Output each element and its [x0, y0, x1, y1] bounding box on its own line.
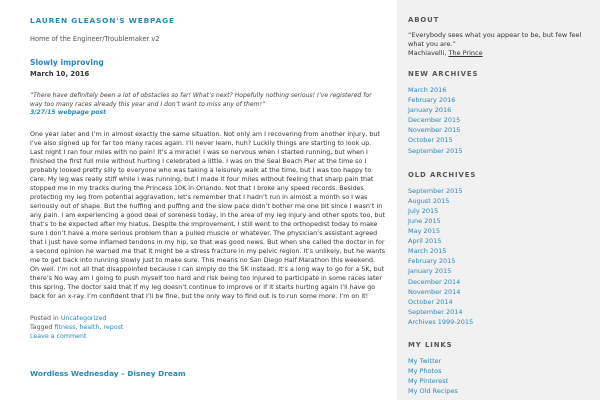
list-item: [408, 246, 592, 256]
list-item: [408, 196, 592, 206]
list-item: [408, 256, 592, 266]
quote-source-link[interactable]: 3/27/15 webpage post: [30, 109, 107, 116]
link-pinterest[interactable]: My Pinterest: [408, 377, 449, 386]
archive-link[interactable]: March 2015: [408, 247, 447, 256]
site-title[interactable]: LAUREN GLEASON'S WEBPAGE: [30, 16, 175, 25]
old-archives-heading: OLD ARCHIVES: [408, 170, 477, 179]
archive-link[interactable]: June 2015: [408, 216, 441, 225]
tag-separator: ,: [99, 324, 104, 331]
archive-link[interactable]: October 2014: [408, 297, 453, 306]
archive-link[interactable]: November 2015: [408, 126, 461, 135]
archive-link[interactable]: January 2016: [408, 106, 452, 115]
list-item: [408, 105, 592, 115]
list-item: [408, 95, 592, 105]
link-old-recipes[interactable]: My Old Recipes: [408, 387, 458, 396]
site-description: Home of the Engineer/Troublemaker v2: [30, 35, 160, 43]
about-author: Machiavelli,: [408, 49, 447, 57]
archive-link[interactable]: October 2015: [408, 136, 453, 145]
list-item: [408, 216, 592, 226]
list-item: [408, 135, 592, 145]
post-tags: [30, 323, 385, 332]
links-widget: [408, 341, 592, 396]
archive-link[interactable]: September 2015: [408, 146, 463, 155]
archive-link[interactable]: February 2015: [408, 257, 456, 266]
archive-link[interactable]: July 2015: [408, 206, 439, 215]
list-item: [408, 125, 592, 135]
list-item: [408, 146, 592, 156]
archive-link[interactable]: May 2015: [408, 227, 441, 236]
archive-link[interactable]: March 2016: [408, 86, 447, 94]
list-item: [408, 236, 592, 246]
post-body: One year later and I’m in almost exactly the same situation. Not only am I recovering from another injury, but I’ve also signed up for far too many races again. I’ll never learn, huh? Luckily things are starting to look up. Last night I ran four miles with no pain! It’s a miracle! I was so nervous when I started running, but when I finished the first full mile without hurting I celebrated a little. I was on the Seal Beach Pier at the time so I probably looked pretty silly to everyone who was taking a leisurely walk at the time, but I was too happy to care. My leg was really stiff while I was running, but I made it four miles without feeling that sharp pain that stopped me in my tracks during the Princess 10K in Orlando. Not that I broke any speed records. Besides protecting my leg from potential aggravation, let’s remember that I hadn’t run in almost a month so I was seriously out of shape. But the huffing and puffing and the slow pace didn’t bother me one bit since I wasn’t in any pain. I am experiencing a good deal of soreness today, in the area of my leg injury and other spots too, but that’s to be expected after my hiatus. Despite the improvement, I still went to the orthopedist today to make sure I don’t have a more serious problem than a pulled muscle or whatever. The physician’s assistant agreed that I just have some inflamed tendons in my hip, so that was good news. But when she called the doctor in for a second opinion he warned me that it might be a stress fracture in my pelvic region. It’s unlikely, but he wants me to get back into running slowly just to make sure. This means no San Diego Half Marathon this weekend. Oh well. I’m not all that disappointed because I can simply do the 5K instead. It’s a long way to go for a 5K, but there’s No way am I going to push myself too hard and risk being too injured to participate in some races later this spring. The doctor said that if my leg doesn’t continue to improve or if it starts hurting again I’ll have go back for an x-ray. I’m confident that I’ll be fine, but the only way to find out is to run some more. I’m on it!: [30, 131, 385, 300]
archive-link[interactable]: December 2014: [408, 277, 461, 286]
list-item: [408, 186, 592, 196]
about-quote: “Everybody sees what you appear to be, but few feel what you are.”: [408, 31, 582, 48]
tagged-label: Tagged: [30, 324, 53, 331]
new-archives-widget: [408, 70, 592, 156]
new-archives-list: [408, 85, 592, 156]
new-archives-heading: NEW ARCHIVES: [408, 70, 479, 78]
list-item: [408, 226, 592, 236]
category-link[interactable]: Uncategorized: [60, 315, 107, 322]
list-item: [408, 287, 592, 297]
link-photos[interactable]: My Photos: [408, 367, 442, 376]
main-content: [30, 0, 385, 400]
post-title-link[interactable]: Slowly improving: [30, 58, 104, 67]
sidebar: [397, 0, 600, 400]
list-item: [408, 356, 592, 366]
archive-link[interactable]: August 2015: [408, 196, 450, 205]
list-item: [408, 206, 592, 216]
links-heading: MY LINKS: [408, 340, 453, 349]
list-item: [408, 366, 592, 376]
about-book: The Prince: [448, 49, 483, 57]
archive-link[interactable]: November 2014: [408, 287, 461, 296]
list-item: [408, 317, 592, 327]
archive-link[interactable]: December 2015: [408, 116, 461, 125]
archive-link[interactable]: April 2015: [408, 237, 442, 246]
link-twitter[interactable]: My Twitter: [408, 356, 442, 365]
about-attribution: [408, 49, 592, 58]
list-item: [408, 386, 592, 396]
post-quote: “There have definitely been a lot of obstacles so far! What’s next? Hopefully nothing serious! I’ve registered for way too many races already this year and I don’t want to miss any of them!”: [30, 92, 372, 108]
tag-link[interactable]: repost: [103, 324, 124, 331]
tag-link[interactable]: health: [79, 324, 100, 331]
about-heading: ABOUT: [408, 16, 440, 24]
archive-link[interactable]: January 2015: [408, 267, 452, 276]
archive-link[interactable]: Archives 1999-2015: [408, 317, 474, 326]
old-archives-list: [408, 186, 592, 327]
archive-link[interactable]: February 2016: [408, 96, 456, 105]
post-categories: [30, 314, 385, 323]
list-item: [408, 297, 592, 307]
post-meta: [30, 314, 385, 341]
tag-separator: ,: [75, 324, 80, 331]
archive-link[interactable]: September 2014: [408, 307, 463, 316]
post: [30, 58, 385, 341]
posted-in-label: Posted in: [30, 315, 59, 322]
next-post-title-link[interactable]: Wordless Wednesday – Disney Dream: [30, 369, 186, 378]
old-archives-widget: [408, 171, 592, 327]
tag-link[interactable]: fitness: [54, 324, 76, 331]
list-item: [408, 376, 592, 386]
post-date: March 10, 2016: [30, 70, 90, 78]
leave-comment-link[interactable]: Leave a comment: [30, 333, 87, 340]
list-item: [408, 115, 592, 125]
list-item: [408, 85, 592, 95]
list-item: [408, 277, 592, 287]
list-item: [408, 266, 592, 276]
archive-link[interactable]: September 2015: [408, 186, 463, 195]
about-widget: [408, 16, 592, 58]
links-list: [408, 356, 592, 396]
list-item: [408, 307, 592, 317]
